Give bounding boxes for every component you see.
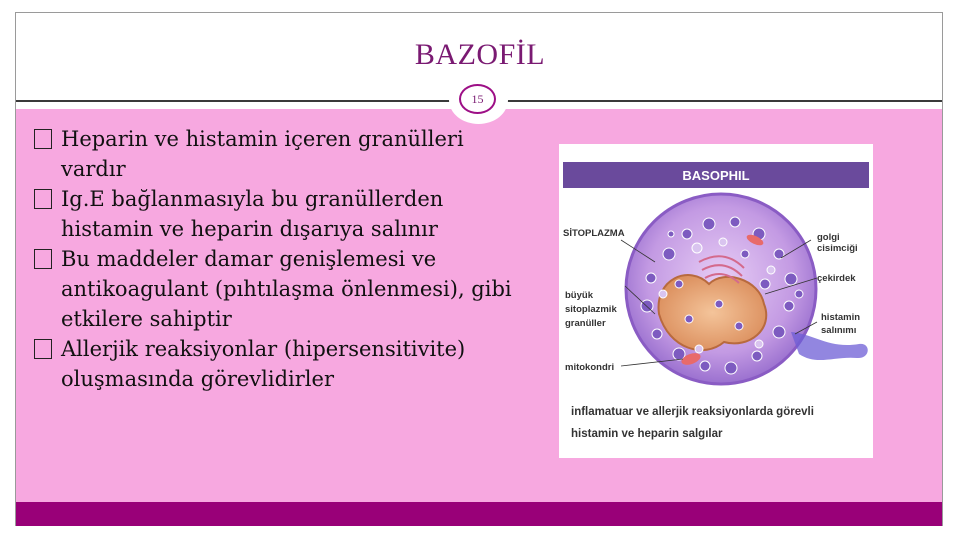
- bullet-box-icon: [34, 339, 52, 359]
- basophil-figure: [559, 144, 873, 458]
- label-granul-1: büyük: [565, 290, 593, 301]
- label-golgi: golgi: [817, 232, 840, 243]
- bullet-text: Ig.E bağlanmasıyla bu granüllerden histamin ve heparin dışarıya salınır: [61, 187, 444, 241]
- label-sitoplazma: SİTOPLAZMA: [563, 228, 625, 239]
- label-histamin: histamin: [821, 312, 861, 323]
- bullet-list: [34, 124, 514, 394]
- label-cekirdek: çekirdek: [817, 273, 856, 284]
- footer-bar: [16, 502, 942, 526]
- bullet-item: [34, 184, 514, 244]
- label-golgi-2: cisimciği: [817, 243, 858, 254]
- label-mitokondri: mitokondri: [565, 362, 615, 373]
- figure-header: BASOPHIL: [682, 168, 750, 183]
- bullet-text: Heparin ve histamin içeren granülleri vardır: [61, 127, 464, 181]
- bullet-text: Allerjik reaksiyonlar (hipersensitivite) oluşmasında görevlidirler: [61, 337, 466, 391]
- cell-nucleus: [659, 275, 767, 350]
- histamine-release: [791, 332, 868, 360]
- bullet-item: [34, 334, 514, 394]
- slide-title: BAZOFİL: [414, 38, 546, 71]
- label-granul-3: granüller: [565, 318, 606, 329]
- bullet-text: Bu maddeler damar genişlemesi ve antikoagulant (pıhtılaşma önlenmesi), gibi etkilere sahiptir: [61, 247, 512, 331]
- label-histamin-2: salınımı: [821, 325, 857, 336]
- page-number-badge: [452, 79, 505, 121]
- bullet-box-icon: [34, 129, 52, 149]
- page-number: 15: [459, 84, 496, 114]
- bullet-item: [34, 124, 514, 184]
- bullet-item: [34, 244, 514, 334]
- bullet-box-icon: [34, 249, 52, 269]
- figure-caption-line1: inflamatuar ve allerjik reaksiyonlarda görevli: [571, 406, 814, 418]
- bullet-box-icon: [34, 189, 52, 209]
- label-granul-2: sitoplazmik: [565, 304, 617, 315]
- figure-caption-line2: histamin ve heparin salgılar: [571, 428, 723, 440]
